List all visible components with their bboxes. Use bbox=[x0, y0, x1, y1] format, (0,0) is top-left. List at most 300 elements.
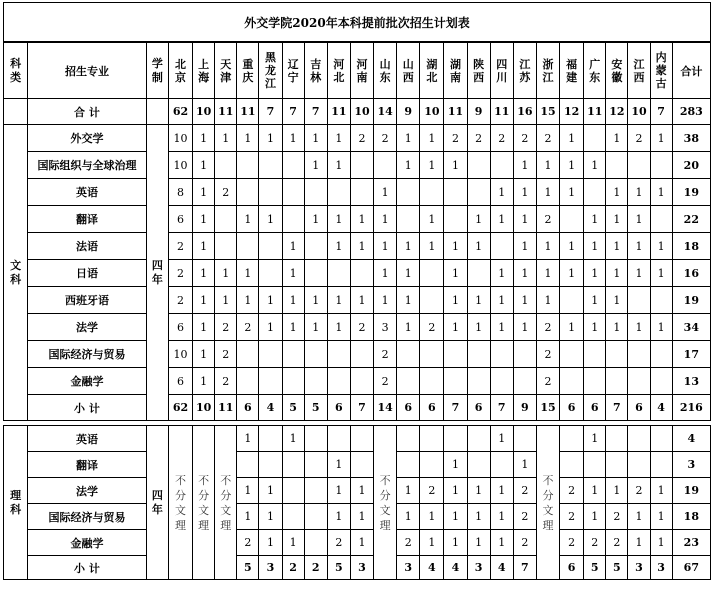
quota-cell: 1 bbox=[350, 478, 373, 504]
quota-cell: 1 bbox=[397, 504, 420, 530]
quota-cell bbox=[560, 287, 584, 314]
subtotal-cell: 4 bbox=[420, 556, 444, 580]
quota-cell: 1 bbox=[584, 260, 606, 287]
quota-cell: 2 bbox=[490, 125, 513, 152]
quota-cell: 1 bbox=[628, 233, 650, 260]
row-total: 19 bbox=[672, 478, 710, 504]
quota-cell: 1 bbox=[282, 314, 304, 341]
quota-cell: 1 bbox=[628, 179, 650, 206]
subtotal-cell: 15 bbox=[536, 395, 559, 421]
major-name: 金融学 bbox=[28, 368, 147, 395]
quota-cell bbox=[650, 426, 672, 452]
quota-cell bbox=[560, 452, 584, 478]
quota-cell: 10 bbox=[168, 152, 192, 179]
quota-cell: 2 bbox=[560, 504, 584, 530]
table-row bbox=[4, 206, 711, 233]
quota-cell: 1 bbox=[282, 287, 304, 314]
row-total: 38 bbox=[672, 125, 710, 152]
quota-cell: 1 bbox=[584, 426, 606, 452]
row-total: 19 bbox=[672, 179, 710, 206]
quota-cell: 1 bbox=[193, 260, 215, 287]
quota-cell: 1 bbox=[237, 504, 259, 530]
quota-cell bbox=[397, 341, 420, 368]
quota-cell: 1 bbox=[350, 206, 373, 233]
quota-cell: 1 bbox=[628, 504, 650, 530]
province-char: 四 bbox=[496, 57, 508, 71]
quota-cell bbox=[444, 341, 467, 368]
province-header bbox=[327, 43, 350, 99]
province-char: 吉 bbox=[310, 57, 322, 71]
quota-cell: 10 bbox=[168, 341, 192, 368]
quota-cell: 1 bbox=[304, 287, 327, 314]
grand-total-cell: 10 bbox=[193, 99, 215, 125]
quota-cell bbox=[350, 179, 373, 206]
quota-cell: 1 bbox=[420, 206, 444, 233]
note-char: 文 bbox=[174, 503, 186, 517]
quota-cell: 2 bbox=[444, 125, 467, 152]
quota-cell bbox=[282, 179, 304, 206]
quota-cell: 1 bbox=[420, 125, 444, 152]
quota-cell: 1 bbox=[237, 287, 259, 314]
quota-cell bbox=[560, 426, 584, 452]
quota-cell: 2 bbox=[168, 260, 192, 287]
major-name: 国际组织与全球治理 bbox=[28, 152, 147, 179]
quota-cell bbox=[282, 368, 304, 395]
quota-cell bbox=[467, 260, 490, 287]
quota-cell: 2 bbox=[536, 206, 559, 233]
quota-cell bbox=[606, 452, 628, 478]
quota-cell bbox=[327, 341, 350, 368]
quota-cell: 1 bbox=[467, 233, 490, 260]
quota-cell: 2 bbox=[374, 341, 397, 368]
row-total: 20 bbox=[672, 152, 710, 179]
province-header bbox=[467, 43, 490, 99]
table-row bbox=[4, 287, 711, 314]
quota-cell: 1 bbox=[397, 233, 420, 260]
province-char: 福 bbox=[566, 57, 578, 71]
grand-total-cell: 10 bbox=[350, 99, 373, 125]
quota-cell: 2 bbox=[513, 125, 536, 152]
quota-cell: 1 bbox=[304, 314, 327, 341]
province-char: 安 bbox=[611, 57, 623, 71]
quota-cell: 1 bbox=[374, 287, 397, 314]
province-char: 西 bbox=[633, 70, 645, 84]
note-char: 不 bbox=[174, 473, 186, 487]
subtotal-cell: 7 bbox=[350, 395, 373, 421]
quota-cell bbox=[490, 341, 513, 368]
quota-cell: 1 bbox=[420, 504, 444, 530]
subtotal-cell: 3 bbox=[650, 556, 672, 580]
subtotal-cell: 2 bbox=[282, 556, 304, 580]
quota-cell bbox=[420, 179, 444, 206]
province-char: 浙 bbox=[542, 57, 554, 71]
row-total: 23 bbox=[672, 530, 710, 556]
quota-cell: 1 bbox=[215, 125, 237, 152]
quota-cell: 1 bbox=[259, 530, 282, 556]
quota-cell: 1 bbox=[420, 233, 444, 260]
quota-cell: 1 bbox=[513, 152, 536, 179]
subject-header bbox=[4, 43, 28, 99]
quota-cell: 1 bbox=[490, 179, 513, 206]
no-split-note bbox=[193, 426, 215, 580]
quota-cell: 2 bbox=[374, 368, 397, 395]
quota-cell: 1 bbox=[536, 233, 559, 260]
quota-cell: 2 bbox=[467, 125, 490, 152]
quota-cell: 2 bbox=[536, 314, 559, 341]
quota-cell bbox=[304, 233, 327, 260]
quota-cell: 1 bbox=[444, 260, 467, 287]
quota-cell: 1 bbox=[606, 179, 628, 206]
duration-char: 四 bbox=[151, 488, 163, 502]
subtotal-cell: 6 bbox=[237, 395, 259, 421]
note-char: 分 bbox=[174, 488, 186, 502]
quota-cell: 2 bbox=[215, 314, 237, 341]
quota-cell: 2 bbox=[584, 530, 606, 556]
quota-cell bbox=[420, 260, 444, 287]
subtotal-cell: 6 bbox=[327, 395, 350, 421]
major-name: 西班牙语 bbox=[28, 287, 147, 314]
quota-cell bbox=[215, 206, 237, 233]
subject-char: 科 bbox=[10, 502, 22, 516]
no-split-note bbox=[215, 426, 237, 580]
quota-cell: 1 bbox=[584, 504, 606, 530]
quota-cell: 1 bbox=[193, 179, 215, 206]
quota-cell: 1 bbox=[215, 287, 237, 314]
province-header bbox=[536, 43, 559, 99]
province-char: 林 bbox=[310, 70, 322, 84]
subtotal-cell: 6 bbox=[420, 395, 444, 421]
quota-cell bbox=[259, 179, 282, 206]
quota-cell: 2 bbox=[536, 368, 559, 395]
quota-cell bbox=[444, 206, 467, 233]
quota-cell bbox=[397, 452, 420, 478]
grand-total-cell: 10 bbox=[628, 99, 650, 125]
quota-cell bbox=[350, 368, 373, 395]
quota-cell: 1 bbox=[606, 125, 628, 152]
grand-total-cell: 11 bbox=[327, 99, 350, 125]
province-char: 江 bbox=[264, 77, 276, 90]
subject-liberal-arts bbox=[4, 125, 28, 421]
quota-cell: 1 bbox=[513, 233, 536, 260]
quota-cell bbox=[282, 341, 304, 368]
quota-cell bbox=[304, 426, 327, 452]
quota-cell bbox=[259, 452, 282, 478]
quota-cell: 8 bbox=[168, 179, 192, 206]
quota-cell: 10 bbox=[168, 125, 192, 152]
row-total: 4 bbox=[672, 426, 710, 452]
quota-cell: 1 bbox=[193, 206, 215, 233]
quota-cell bbox=[628, 152, 650, 179]
quota-cell: 2 bbox=[215, 341, 237, 368]
province-header bbox=[490, 43, 513, 99]
quota-cell: 1 bbox=[350, 530, 373, 556]
note-char: 理 bbox=[174, 518, 186, 532]
subtotal-cell: 6 bbox=[397, 395, 420, 421]
table-row bbox=[4, 504, 711, 530]
quota-cell: 1 bbox=[560, 152, 584, 179]
subtotal-cell: 5 bbox=[304, 395, 327, 421]
province-header bbox=[397, 43, 420, 99]
table-row bbox=[4, 530, 711, 556]
quota-cell: 1 bbox=[327, 452, 350, 478]
province-header bbox=[444, 43, 467, 99]
note-char: 文 bbox=[198, 503, 210, 517]
province-header bbox=[560, 43, 584, 99]
header-char: 学 bbox=[151, 56, 163, 70]
province-char: 北 bbox=[174, 57, 186, 71]
quota-cell bbox=[259, 368, 282, 395]
quota-cell bbox=[237, 179, 259, 206]
province-header bbox=[584, 43, 606, 99]
grand-total-cell: 12 bbox=[606, 99, 628, 125]
note-char: 不 bbox=[198, 473, 210, 487]
subtotal-cell: 5 bbox=[584, 556, 606, 580]
note-char: 不 bbox=[542, 473, 554, 487]
province-char: 古 bbox=[655, 77, 667, 90]
grand-total-cell: 62 bbox=[168, 99, 192, 125]
quota-cell bbox=[490, 152, 513, 179]
quota-cell bbox=[304, 179, 327, 206]
quota-cell: 2 bbox=[536, 125, 559, 152]
quota-cell: 1 bbox=[606, 233, 628, 260]
quota-cell: 2 bbox=[420, 478, 444, 504]
quota-cell bbox=[397, 368, 420, 395]
quota-cell bbox=[650, 287, 672, 314]
note-char: 文 bbox=[542, 503, 554, 517]
quota-cell: 1 bbox=[397, 478, 420, 504]
subtotal-cell: 11 bbox=[215, 395, 237, 421]
quota-cell: 1 bbox=[350, 287, 373, 314]
admission-plan-sheet bbox=[3, 2, 711, 580]
subtotal-cell: 3 bbox=[259, 556, 282, 580]
quota-cell: 1 bbox=[628, 206, 650, 233]
quota-cell bbox=[513, 368, 536, 395]
grand-total-cell: 16 bbox=[513, 99, 536, 125]
grand-total-cell: 10 bbox=[420, 99, 444, 125]
quota-cell bbox=[467, 368, 490, 395]
quota-cell bbox=[628, 341, 650, 368]
province-char: 宁 bbox=[287, 70, 299, 84]
table-row bbox=[4, 368, 711, 395]
note-char: 不 bbox=[220, 473, 232, 487]
province-char: 徽 bbox=[611, 70, 623, 84]
province-char: 京 bbox=[174, 70, 186, 84]
quota-cell: 1 bbox=[237, 478, 259, 504]
quota-cell bbox=[606, 426, 628, 452]
quota-cell: 1 bbox=[237, 206, 259, 233]
quota-cell: 1 bbox=[513, 206, 536, 233]
quota-cell bbox=[304, 368, 327, 395]
province-char: 西 bbox=[402, 70, 414, 84]
quota-cell: 1 bbox=[513, 179, 536, 206]
quota-cell bbox=[259, 341, 282, 368]
major-name: 英语 bbox=[28, 426, 147, 452]
quota-cell bbox=[467, 341, 490, 368]
quota-cell bbox=[467, 179, 490, 206]
grand-total-cell: 9 bbox=[397, 99, 420, 125]
empty-cell bbox=[4, 99, 28, 125]
grand-total-cell: 7 bbox=[282, 99, 304, 125]
quota-cell: 1 bbox=[259, 504, 282, 530]
subtotal-cell: 5 bbox=[237, 556, 259, 580]
quota-cell: 1 bbox=[536, 287, 559, 314]
row-total: 19 bbox=[672, 287, 710, 314]
subtotal-cell: 5 bbox=[606, 556, 628, 580]
quota-cell: 1 bbox=[490, 530, 513, 556]
quota-cell bbox=[420, 452, 444, 478]
quota-cell: 1 bbox=[327, 125, 350, 152]
note-char: 理 bbox=[542, 518, 554, 532]
quota-cell bbox=[282, 504, 304, 530]
quota-cell: 1 bbox=[193, 368, 215, 395]
header-char: 科 bbox=[10, 56, 22, 70]
quota-cell: 6 bbox=[168, 206, 192, 233]
quota-cell: 1 bbox=[444, 478, 467, 504]
quota-cell bbox=[304, 478, 327, 504]
quota-cell: 1 bbox=[584, 287, 606, 314]
quota-cell bbox=[304, 504, 327, 530]
header-char: 制 bbox=[151, 70, 163, 84]
quota-cell: 1 bbox=[444, 530, 467, 556]
province-char: 黑 bbox=[264, 51, 276, 64]
quota-cell: 1 bbox=[536, 179, 559, 206]
quota-cell: 1 bbox=[490, 206, 513, 233]
province-header bbox=[259, 43, 282, 99]
quota-cell bbox=[650, 206, 672, 233]
subtotal-label: 小 计 bbox=[28, 556, 147, 580]
subject-char: 文 bbox=[10, 258, 22, 272]
quota-cell: 1 bbox=[215, 260, 237, 287]
quota-cell: 6 bbox=[168, 368, 192, 395]
row-total: 3 bbox=[672, 452, 710, 478]
subtotal-cell: 4 bbox=[650, 395, 672, 421]
province-char: 东 bbox=[379, 70, 391, 84]
row-total: 34 bbox=[672, 314, 710, 341]
quota-cell: 1 bbox=[560, 125, 584, 152]
grand-total-cell: 7 bbox=[650, 99, 672, 125]
major-name: 国际经济与贸易 bbox=[28, 341, 147, 368]
subtotal-sum: 216 bbox=[672, 395, 710, 421]
quota-cell: 2 bbox=[215, 179, 237, 206]
subtotal-cell: 6 bbox=[628, 395, 650, 421]
subtotal-cell: 7 bbox=[490, 395, 513, 421]
quota-cell: 2 bbox=[513, 504, 536, 530]
quota-cell bbox=[350, 152, 373, 179]
major-name: 金融学 bbox=[28, 530, 147, 556]
province-header bbox=[628, 43, 650, 99]
quota-cell: 1 bbox=[374, 179, 397, 206]
province-header bbox=[650, 43, 672, 99]
table-row bbox=[4, 179, 711, 206]
quota-cell bbox=[467, 152, 490, 179]
quota-cell: 1 bbox=[259, 314, 282, 341]
quota-cell bbox=[259, 260, 282, 287]
quota-cell: 1 bbox=[282, 260, 304, 287]
quota-cell: 2 bbox=[606, 530, 628, 556]
admission-plan-table bbox=[3, 42, 711, 580]
quota-cell: 1 bbox=[237, 260, 259, 287]
quota-cell: 1 bbox=[397, 314, 420, 341]
province-char: 建 bbox=[566, 70, 578, 84]
province-char: 重 bbox=[242, 57, 254, 71]
quota-cell bbox=[444, 368, 467, 395]
quota-cell bbox=[215, 152, 237, 179]
grand-total-cell: 11 bbox=[215, 99, 237, 125]
quota-cell: 1 bbox=[490, 287, 513, 314]
duration-char: 四 bbox=[151, 258, 163, 272]
quota-cell: 1 bbox=[397, 287, 420, 314]
province-char: 山 bbox=[379, 57, 391, 71]
province-char: 北 bbox=[426, 70, 438, 84]
quota-cell: 1 bbox=[513, 452, 536, 478]
quota-cell: 1 bbox=[350, 233, 373, 260]
quota-cell: 1 bbox=[327, 504, 350, 530]
quota-cell bbox=[606, 368, 628, 395]
quota-cell: 1 bbox=[193, 341, 215, 368]
quota-cell bbox=[237, 368, 259, 395]
subject-char: 理 bbox=[10, 488, 22, 502]
quota-cell bbox=[237, 152, 259, 179]
note-char: 文 bbox=[379, 503, 391, 517]
quota-cell bbox=[628, 426, 650, 452]
quota-cell bbox=[584, 341, 606, 368]
subtotal-cell: 5 bbox=[282, 395, 304, 421]
quota-cell: 1 bbox=[584, 314, 606, 341]
quota-cell bbox=[282, 452, 304, 478]
quota-cell: 1 bbox=[650, 478, 672, 504]
province-header bbox=[193, 43, 215, 99]
quota-cell: 1 bbox=[259, 287, 282, 314]
grand-total-row bbox=[4, 99, 711, 125]
subject-science bbox=[4, 426, 28, 580]
grand-total-cell: 12 bbox=[560, 99, 584, 125]
quota-cell bbox=[397, 179, 420, 206]
quota-cell bbox=[490, 233, 513, 260]
row-total: 18 bbox=[672, 504, 710, 530]
province-char: 海 bbox=[198, 70, 210, 84]
quota-cell: 1 bbox=[397, 125, 420, 152]
subject-char: 科 bbox=[10, 272, 22, 286]
quota-cell bbox=[490, 368, 513, 395]
row-total: 13 bbox=[672, 368, 710, 395]
grand-total-cell: 14 bbox=[374, 99, 397, 125]
quota-cell: 1 bbox=[327, 152, 350, 179]
quota-cell: 1 bbox=[560, 260, 584, 287]
province-char: 津 bbox=[220, 70, 232, 84]
quota-cell bbox=[327, 426, 350, 452]
empty-cell bbox=[146, 99, 168, 125]
subtotal-cell: 4 bbox=[490, 556, 513, 580]
quota-cell: 1 bbox=[650, 314, 672, 341]
quota-cell bbox=[259, 233, 282, 260]
quota-cell bbox=[374, 152, 397, 179]
quota-cell: 2 bbox=[350, 125, 373, 152]
province-char: 内 bbox=[655, 51, 667, 64]
quota-cell: 2 bbox=[628, 478, 650, 504]
subtotal-cell: 2 bbox=[304, 556, 327, 580]
quota-cell bbox=[282, 478, 304, 504]
sheet-title: 外交学院2020年本科提前批次招生计划表 bbox=[3, 2, 711, 42]
quota-cell: 1 bbox=[490, 260, 513, 287]
province-char: 蒙 bbox=[655, 64, 667, 77]
quota-cell: 1 bbox=[304, 152, 327, 179]
quota-cell: 2 bbox=[420, 314, 444, 341]
quota-cell bbox=[513, 341, 536, 368]
duration-char: 年 bbox=[151, 502, 163, 516]
quota-cell bbox=[560, 368, 584, 395]
quota-cell bbox=[560, 341, 584, 368]
quota-cell: 2 bbox=[215, 368, 237, 395]
